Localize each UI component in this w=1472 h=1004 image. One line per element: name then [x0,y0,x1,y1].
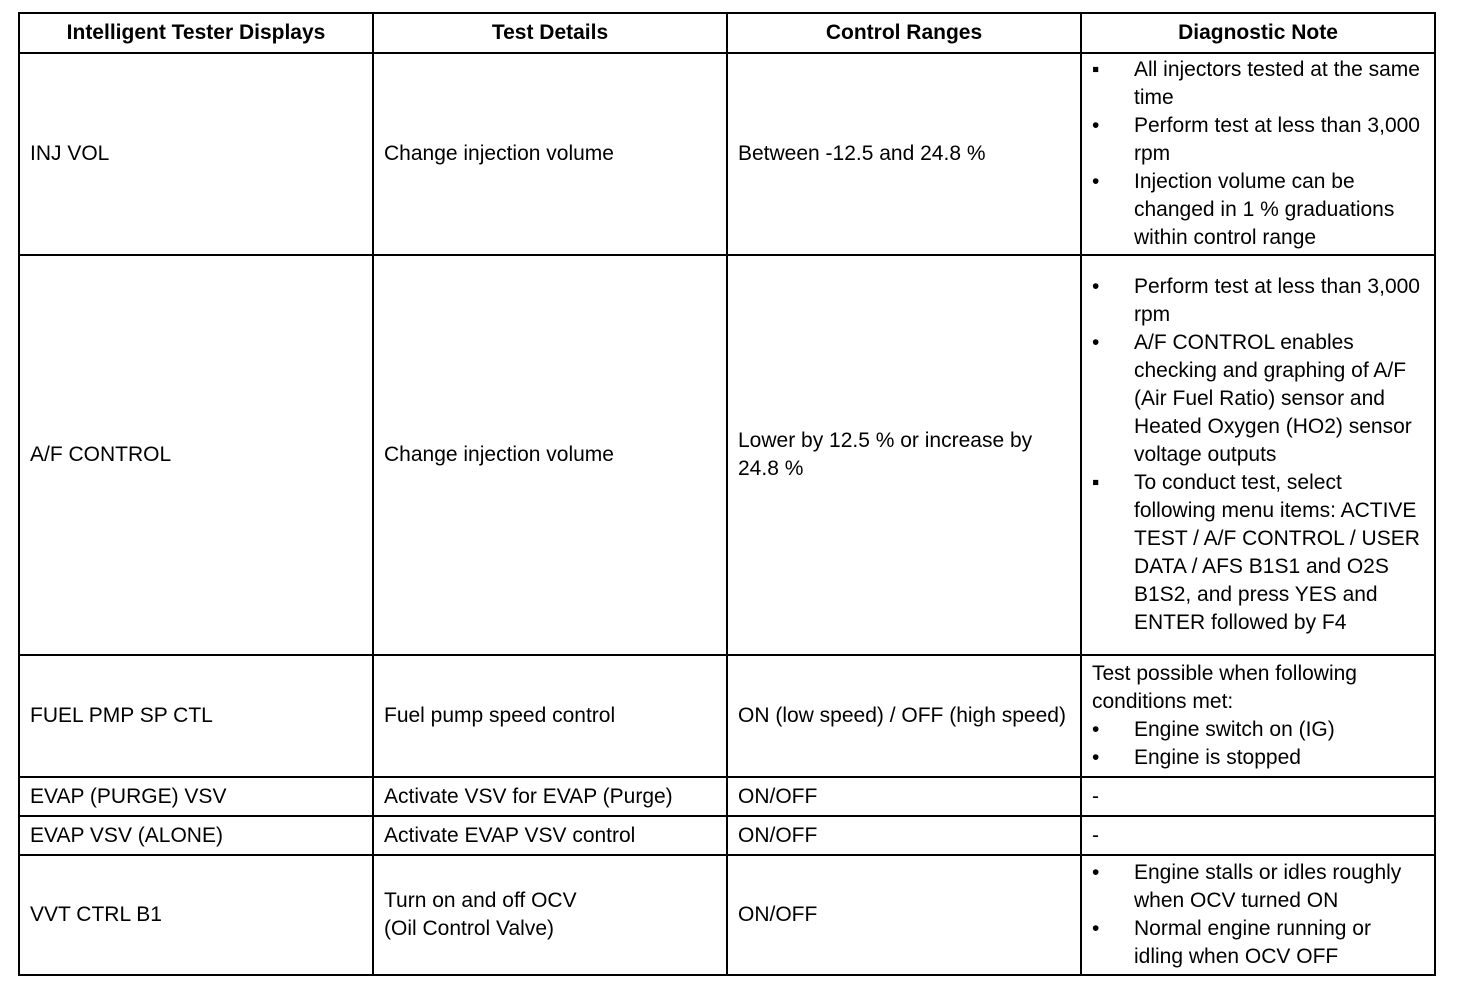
note-list [1092,859,1424,971]
note-list [1092,56,1424,252]
cell-note: - [1081,816,1435,855]
note-list [1092,273,1424,637]
cell-range: ON (low speed) / OFF (high speed) [727,655,1081,777]
table-row [19,855,1435,975]
note-item: • Perform test at less than 3,000 rpm [1092,112,1424,168]
cell-details: Activate VSV for EVAP (Purge) [373,777,727,816]
cell-range: ON/OFF [727,777,1081,816]
header-control-ranges: Control Ranges [727,13,1081,53]
cell-details: Fuel pump speed control [373,655,727,777]
header-diagnostic-note: Diagnostic Note [1081,13,1435,53]
details-line: Turn on and off OCV [384,889,577,912]
table-row [19,777,1435,816]
table-row [19,655,1435,777]
cell-display: EVAP VSV (ALONE) [19,816,373,855]
header-row [19,13,1435,53]
table-row [19,53,1435,255]
table-row [19,816,1435,855]
note-intro: Test possible when following conditions met: [1092,662,1357,713]
cell-display: A/F CONTROL [19,255,373,655]
cell-display: INJ VOL [19,53,373,255]
cell-note [1081,855,1435,975]
cell-display: EVAP (PURGE) VSV [19,777,373,816]
cell-details: Change injection volume [373,255,727,655]
note-item: ▪ All injectors tested at the same time [1092,56,1424,112]
note-item: • Injection volume can be changed in 1 % graduations within control range [1092,168,1424,252]
note-list [1092,716,1424,772]
cell-range: Between -12.5 and 24.8 % [727,53,1081,255]
details-line: (Oil Control Valve) [384,917,554,940]
cell-note [1081,53,1435,255]
note-item: • Engine is stopped [1092,744,1424,772]
table-row [19,255,1435,655]
cell-range: ON/OFF [727,855,1081,975]
note-item: • Engine stalls or idles roughly when OCV turned ON [1092,859,1424,915]
note-item: ▪ To conduct test, select following menu items: ACTIVE TEST / A/F CONTROL / USER DATA / AFS B1S1 and O2S B1S2, and press YES and ENTER followed by F4 [1092,469,1424,637]
note-item: • Perform test at less than 3,000 rpm [1092,273,1424,329]
cell-note [1081,655,1435,777]
cell-display: VVT CTRL B1 [19,855,373,975]
note-item: • Engine switch on (IG) [1092,716,1424,744]
active-test-table [18,12,1436,976]
note-item: • A/F CONTROL enables checking and graphing of A/F (Air Fuel Ratio) sensor and Heated Oxygen (HO2) sensor voltage outputs [1092,329,1424,469]
cell-details: Activate EVAP VSV control [373,816,727,855]
cell-range: Lower by 12.5 % or increase by 24.8 % [727,255,1081,655]
cell-range: ON/OFF [727,816,1081,855]
cell-details [373,855,727,975]
note-item: • Normal engine running or idling when OCV OFF [1092,915,1424,971]
cell-details: Change injection volume [373,53,727,255]
cell-note [1081,255,1435,655]
cell-note: - [1081,777,1435,816]
header-test-details: Test Details [373,13,727,53]
header-displays: Intelligent Tester Displays [19,13,373,53]
cell-display: FUEL PMP SP CTL [19,655,373,777]
